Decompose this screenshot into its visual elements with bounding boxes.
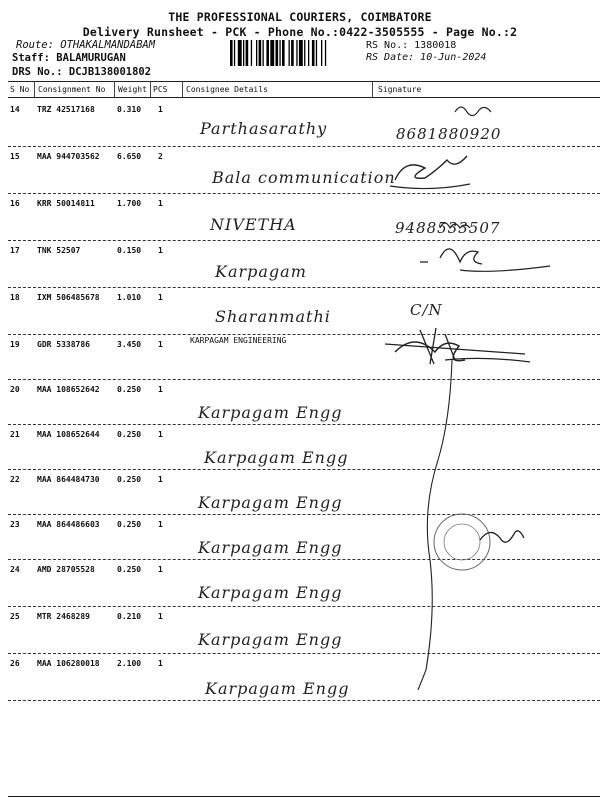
col-header-weight: Weight: [118, 85, 147, 94]
row-separator: [8, 700, 600, 701]
row-sno: 20: [10, 385, 20, 394]
table-top-border: [8, 81, 600, 82]
row-weight: 0.250: [117, 520, 142, 529]
row-sno: 23: [10, 520, 20, 529]
row-consignee-handwritten: Karpagam Engg: [198, 403, 343, 422]
table-header-border: [8, 97, 600, 98]
row-pcs: 2: [158, 152, 163, 161]
col-sep: [182, 81, 183, 97]
row-consignment-no: MAA 108652642: [37, 385, 100, 394]
row-pcs: 1: [158, 105, 163, 114]
col-header-pcs: PCS: [153, 85, 168, 94]
document-subtitle: Delivery Runsheet - PCK - Phone No.:0422-3505555 - Page No.:2: [82, 25, 518, 39]
row-signature: 8681880920: [396, 125, 502, 143]
row-sno: 22: [10, 475, 20, 484]
row-consignment-no: MAA 864484730: [37, 475, 100, 484]
row-sno: 17: [10, 246, 20, 255]
row-sno: 16: [10, 199, 20, 208]
row-consignee-handwritten: Karpagam Engg: [205, 679, 350, 698]
row-consignment-no: MAA 864486603: [37, 520, 100, 529]
row-separator: [8, 193, 600, 194]
row-separator: [8, 469, 600, 470]
document-title: THE PROFESSIONAL COURIERS, COIMBATORE: [168, 10, 432, 24]
col-header-signature: Signature: [378, 85, 422, 94]
row-consignee-handwritten: Sharanmathi: [215, 307, 331, 326]
row-pcs: 1: [158, 659, 163, 668]
row-consignment-no: MAA 106280018: [37, 659, 100, 668]
row-separator: [8, 240, 600, 241]
row-pcs: 1: [158, 385, 163, 394]
row-separator: [8, 653, 600, 654]
row-separator: [8, 514, 600, 515]
row-separator: [8, 379, 600, 380]
row-weight: 0.210: [117, 612, 142, 621]
row-sno: 19: [10, 340, 20, 349]
row-weight: 1.700: [117, 199, 142, 208]
col-header-details: Consignee Details: [186, 85, 268, 94]
row-consignment-no: IXM 506485678: [37, 293, 100, 302]
row-consignee-handwritten: NIVETHA: [210, 215, 297, 234]
row-weight: 0.250: [117, 430, 142, 439]
col-sep: [34, 81, 35, 97]
row-weight: 2.100: [117, 659, 142, 668]
row-consignee-handwritten: Karpagam: [215, 262, 307, 281]
row-sno: 25: [10, 612, 20, 621]
col-sep: [372, 81, 373, 97]
row-sno: 15: [10, 152, 20, 161]
row-consignee-typed: KARPAGAM ENGINEERING: [190, 336, 287, 345]
rs-number: RS No.: 1380018: [366, 40, 457, 51]
row-pcs: 1: [158, 565, 163, 574]
row-consignment-no: MAA 108652644: [37, 430, 100, 439]
row-pcs: 1: [158, 293, 163, 302]
row-sno: 21: [10, 430, 20, 439]
row-sno: 26: [10, 659, 20, 668]
row-consignment-no: TRZ 42517168: [37, 105, 95, 114]
row-weight: 0.150: [117, 246, 142, 255]
col-header-sno: S No: [10, 85, 30, 94]
row-pcs: 1: [158, 430, 163, 439]
row-pcs: 1: [158, 246, 163, 255]
row-weight: 3.450: [117, 340, 142, 349]
staff-label: Staff: BALAMURUGAN: [12, 52, 126, 64]
row-consignee-handwritten: Bala communication: [212, 168, 396, 187]
row-weight: 0.250: [117, 565, 142, 574]
col-header-consignment: Consignment No: [38, 85, 106, 94]
row-sno: 18: [10, 293, 20, 302]
row-pcs: 1: [158, 340, 163, 349]
row-weight: 6.650: [117, 152, 142, 161]
row-separator: [8, 287, 600, 288]
row-consignee-handwritten: Karpagam Engg: [204, 448, 349, 467]
row-weight: 0.250: [117, 385, 142, 394]
row-consignment-no: MAA 944703562: [37, 152, 100, 161]
row-consignment-no: GDR 5338786: [37, 340, 90, 349]
route-label: Route: OTHAKALMANDABAM: [16, 39, 156, 51]
row-signature: C/N: [410, 301, 443, 319]
row-pcs: 1: [158, 520, 163, 529]
row-consignee-handwritten: Karpagam Engg: [198, 538, 343, 557]
row-separator: [8, 146, 600, 147]
row-consignment-no: KRR 50014811: [37, 199, 95, 208]
row-separator: [8, 606, 600, 607]
row-consignee-handwritten: Karpagam Engg: [198, 493, 343, 512]
row-consignment-no: TNK 52507: [37, 246, 81, 255]
row-consignment-no: MTR 2468289: [37, 612, 90, 621]
row-sno: 14: [10, 105, 20, 114]
row-pcs: 1: [158, 199, 163, 208]
row-separator: [8, 424, 600, 425]
rs-date: RS Date: 10-Jun-2024: [366, 52, 487, 63]
row-consignee-handwritten: Karpagam Engg: [198, 630, 343, 649]
row-separator: [8, 559, 600, 560]
row-pcs: 1: [158, 475, 163, 484]
row-separator: [8, 334, 600, 335]
row-pcs: 1: [158, 612, 163, 621]
row-weight: 0.250: [117, 475, 142, 484]
page-bottom-border: [8, 796, 600, 797]
row-weight: 0.310: [117, 105, 142, 114]
row-weight: 1.010: [117, 293, 142, 302]
row-consignment-no: AMD 28705528: [37, 565, 95, 574]
row-signature: 9488533507: [395, 219, 501, 237]
col-sep: [114, 81, 115, 97]
row-consignee-handwritten: Karpagam Engg: [198, 583, 343, 602]
row-consignee-handwritten: Parthasarathy: [200, 119, 328, 138]
drs-number: DRS No.: DCJB138001802: [12, 66, 152, 78]
col-sep: [150, 81, 151, 97]
barcode: [230, 40, 358, 66]
row-sno: 24: [10, 565, 20, 574]
